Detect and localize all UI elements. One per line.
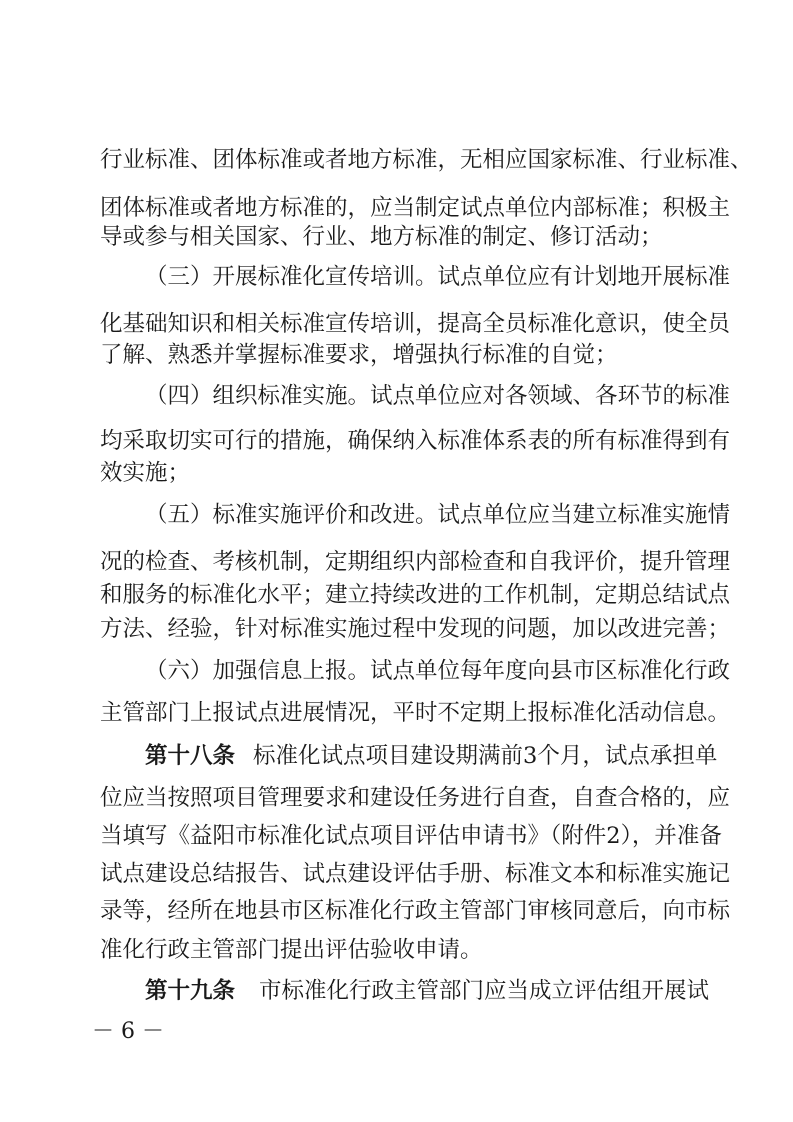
text-line: 主管部门上报试点进展情况，平时不定期上报标准化活动信息。 — [100, 700, 731, 726]
text-line: 了解、熟悉并掌握标准要求，增强执行标准的自觉； — [100, 342, 618, 368]
text-line: 当填写《益阳市标准化试点项目评估申请书》（附件2），并准备 — [100, 823, 722, 849]
text-line: 市标准化行政主管部门应当成立评估组开展试 — [259, 978, 710, 1004]
text-line: 试点建设总结报告、试点建设评估手册、标准文本和标准实施记 — [100, 861, 731, 887]
article-19-label: 第十九条 — [145, 978, 236, 1004]
text-line: 录等，经所在地县市区标准化行政主管部门审核同意后，向市标 — [100, 898, 731, 924]
text-line: 况的检查、考核机制，定期组织内部检查和自我评价，提升管理 — [100, 549, 731, 575]
text-line: 标准化试点项目建设期满前3个月，试点承担单 — [253, 743, 718, 769]
article-19-first-line — [145, 976, 710, 1006]
text-line: 效实施； — [100, 460, 191, 486]
text-line: 和服务的标准化水平；建立持续改进的工作机制，定期总结试点 — [100, 582, 731, 608]
text-line: 均采取切实可行的措施，确保纳入标准体系表的所有标准得到有 — [100, 428, 731, 454]
text-line: （四）组织标准实施。试点单位应对各领域、各环节的标准 — [145, 383, 731, 409]
text-line: 化基础知识和相关标准宣传培训，提高全员标准化意识，使全员 — [100, 311, 731, 337]
text-line: 行业标准、团体标准或者地方标准，无相应国家标准、行业标准、 — [100, 147, 753, 173]
text-line: 导或参与相关国家、行业、地方标准的制定、修订活动； — [100, 224, 663, 250]
text-line: 方法、经验，针对标准实施过程中发现的问题，加以改进完善； — [100, 616, 731, 642]
article-18-label: 第十八条 — [145, 743, 236, 769]
text-line: （六）加强信息上报。试点单位每年度向县市区标准化行政 — [145, 658, 731, 684]
text-line: 准化行政主管部门提出评估验收申请。 — [100, 937, 483, 963]
text-line: （三）开展标准化宣传培训。试点单位应有计划地开展标准 — [145, 264, 731, 290]
text-line: 位应当按照项目管理要求和建设任务进行自查，自查合格的，应 — [100, 785, 731, 811]
text-line: （五）标准实施评价和改进。试点单位应当建立标准实施情 — [145, 502, 731, 528]
article-18-first-line — [145, 741, 718, 771]
text-line: 团体标准或者地方标准的，应当制定试点单位内部标准；积极主 — [100, 195, 731, 221]
page-number: － 6 － — [92, 1019, 164, 1044]
